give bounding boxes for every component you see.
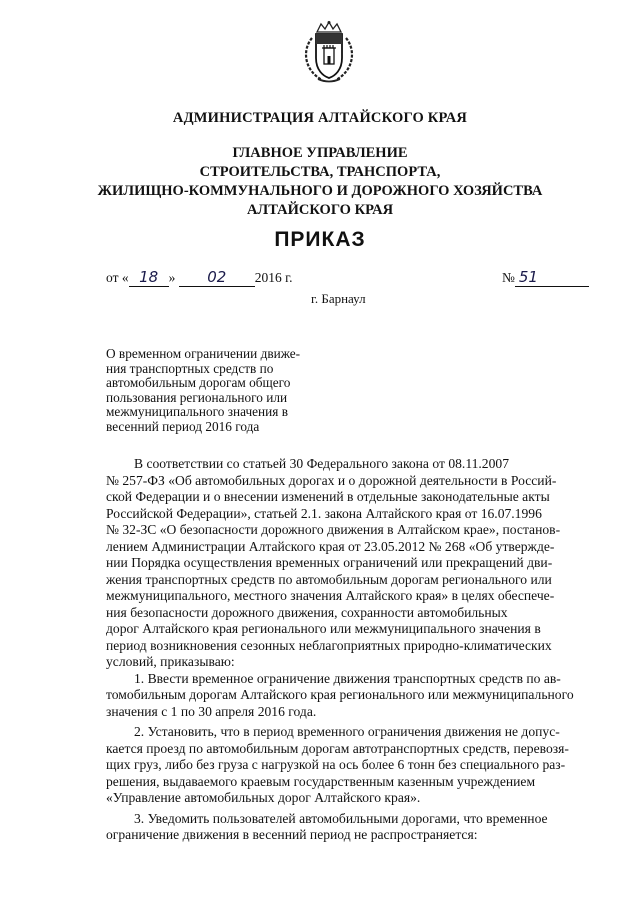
order-date [106, 268, 293, 287]
department-line: АЛТАЙСКОГО КРАЯ [246, 202, 394, 218]
body-line: № 257-ФЗ «Об автомобильных дорогах и о дорожной деятельности в Россий- [106, 472, 557, 488]
subject-line: О временном ограничении движе- [106, 346, 301, 361]
body-line: № 32-ЗС «О безопасности дорожного движения в Алтайском крае», постанов- [106, 522, 561, 537]
administration-title: АДМИНИСТРАЦИЯ АЛТАЙСКОГО КРАЯ [172, 110, 468, 126]
item-2-line: кается проезд по автомобильным дорогам автотранспортных средств, перевозя- [106, 740, 569, 756]
item-1-line: 1. Ввести временное ограничение движения транспортных средств по ав- [134, 670, 561, 686]
date-mid: » [168, 270, 176, 285]
item-1-line: значения с 1 по 30 апреля 2016 года. [106, 703, 317, 719]
body-line: ской Федерации и о внесении изменений в отдельные законодательные акты [106, 489, 550, 504]
department-line: ЖИЛИЩНО-КОММУНАЛЬНОГО И ДОРОЖНОГО ХОЗЯЙСТВА [97, 183, 543, 199]
body-line: период возникновения сезонных неблагоприятных природно-климатических [106, 637, 552, 653]
department-line: ГЛАВНОЕ УПРАВЛЕНИЕ [232, 145, 408, 161]
order-number [502, 268, 589, 287]
subject-line: межмуниципального значения в [106, 404, 289, 420]
date-prefix: от « [106, 270, 129, 285]
department-line: СТРОИТЕЛЬСТВА, ТРАНСПОРТА, [199, 164, 441, 180]
body-line: жения транспортных средств по автомобильным дорогам регионального или [106, 571, 552, 587]
item-2-line: «Управление автомобильных дорог Алтайского края». [106, 790, 421, 805]
subject-line: пользования регионального или [106, 389, 288, 405]
body-line: Российской Федерации», статьей 2.1. закона Алтайского края от 16.07.1996 [106, 505, 542, 521]
coat-of-arms-icon [298, 20, 360, 86]
date-day: 18 [129, 268, 169, 287]
body-line: условий, приказываю: [106, 654, 235, 669]
body-line: лением Администрации Алтайского края от 23.05.2012 № 268 «Об утвержде- [106, 538, 555, 554]
subject-line: автомобильным дорогам общего [106, 375, 291, 391]
body-line: межмуниципального, местного значения Алтайского края» в целях обеспече- [106, 588, 555, 603]
date-year: 2016 г. [254, 270, 293, 285]
department-name [0, 144, 640, 220]
subject-line: весенний период 2016 года [106, 418, 260, 434]
item-2-line: щих груз, либо без груза с нагрузкой на ось более 6 тонн без специального раз- [106, 757, 566, 772]
item-2-line: решения, выдаваемого краевым государственным казенным учреждением [106, 773, 536, 789]
date-month: 02 [179, 268, 255, 287]
body-line: ния безопасности дорожного движения, сохранности автомобильных [106, 604, 508, 620]
subject-line: ния транспортных средств по [106, 360, 274, 376]
item-1-line: томобильным дорогам Алтайского края регионального или межмуниципального [106, 687, 574, 702]
order-title: ПРИКАЗ [274, 228, 366, 251]
number-value: 51 [515, 268, 589, 287]
order-subject [106, 347, 340, 435]
body-line: нии Порядка осуществления временных ограничений или прекращений дви- [106, 555, 553, 570]
item-2-line: 2. Установить, что в период временного ограничения движения не допус- [134, 724, 560, 739]
body-line: В соответствии со статьей 30 Федерального закона от 08.11.2007 [134, 456, 509, 471]
order-body [106, 456, 596, 844]
city-name: г. Барнаул [311, 291, 366, 306]
item-3-line: 3. Уведомить пользователей автомобильными дорогами, что временное [134, 810, 548, 826]
number-prefix: № [502, 270, 515, 285]
item-3-line: ограничение движения в весенний период не распространяется: [106, 827, 478, 842]
body-line: дорог Алтайского края регионального или межмуниципального значения в [106, 621, 541, 636]
